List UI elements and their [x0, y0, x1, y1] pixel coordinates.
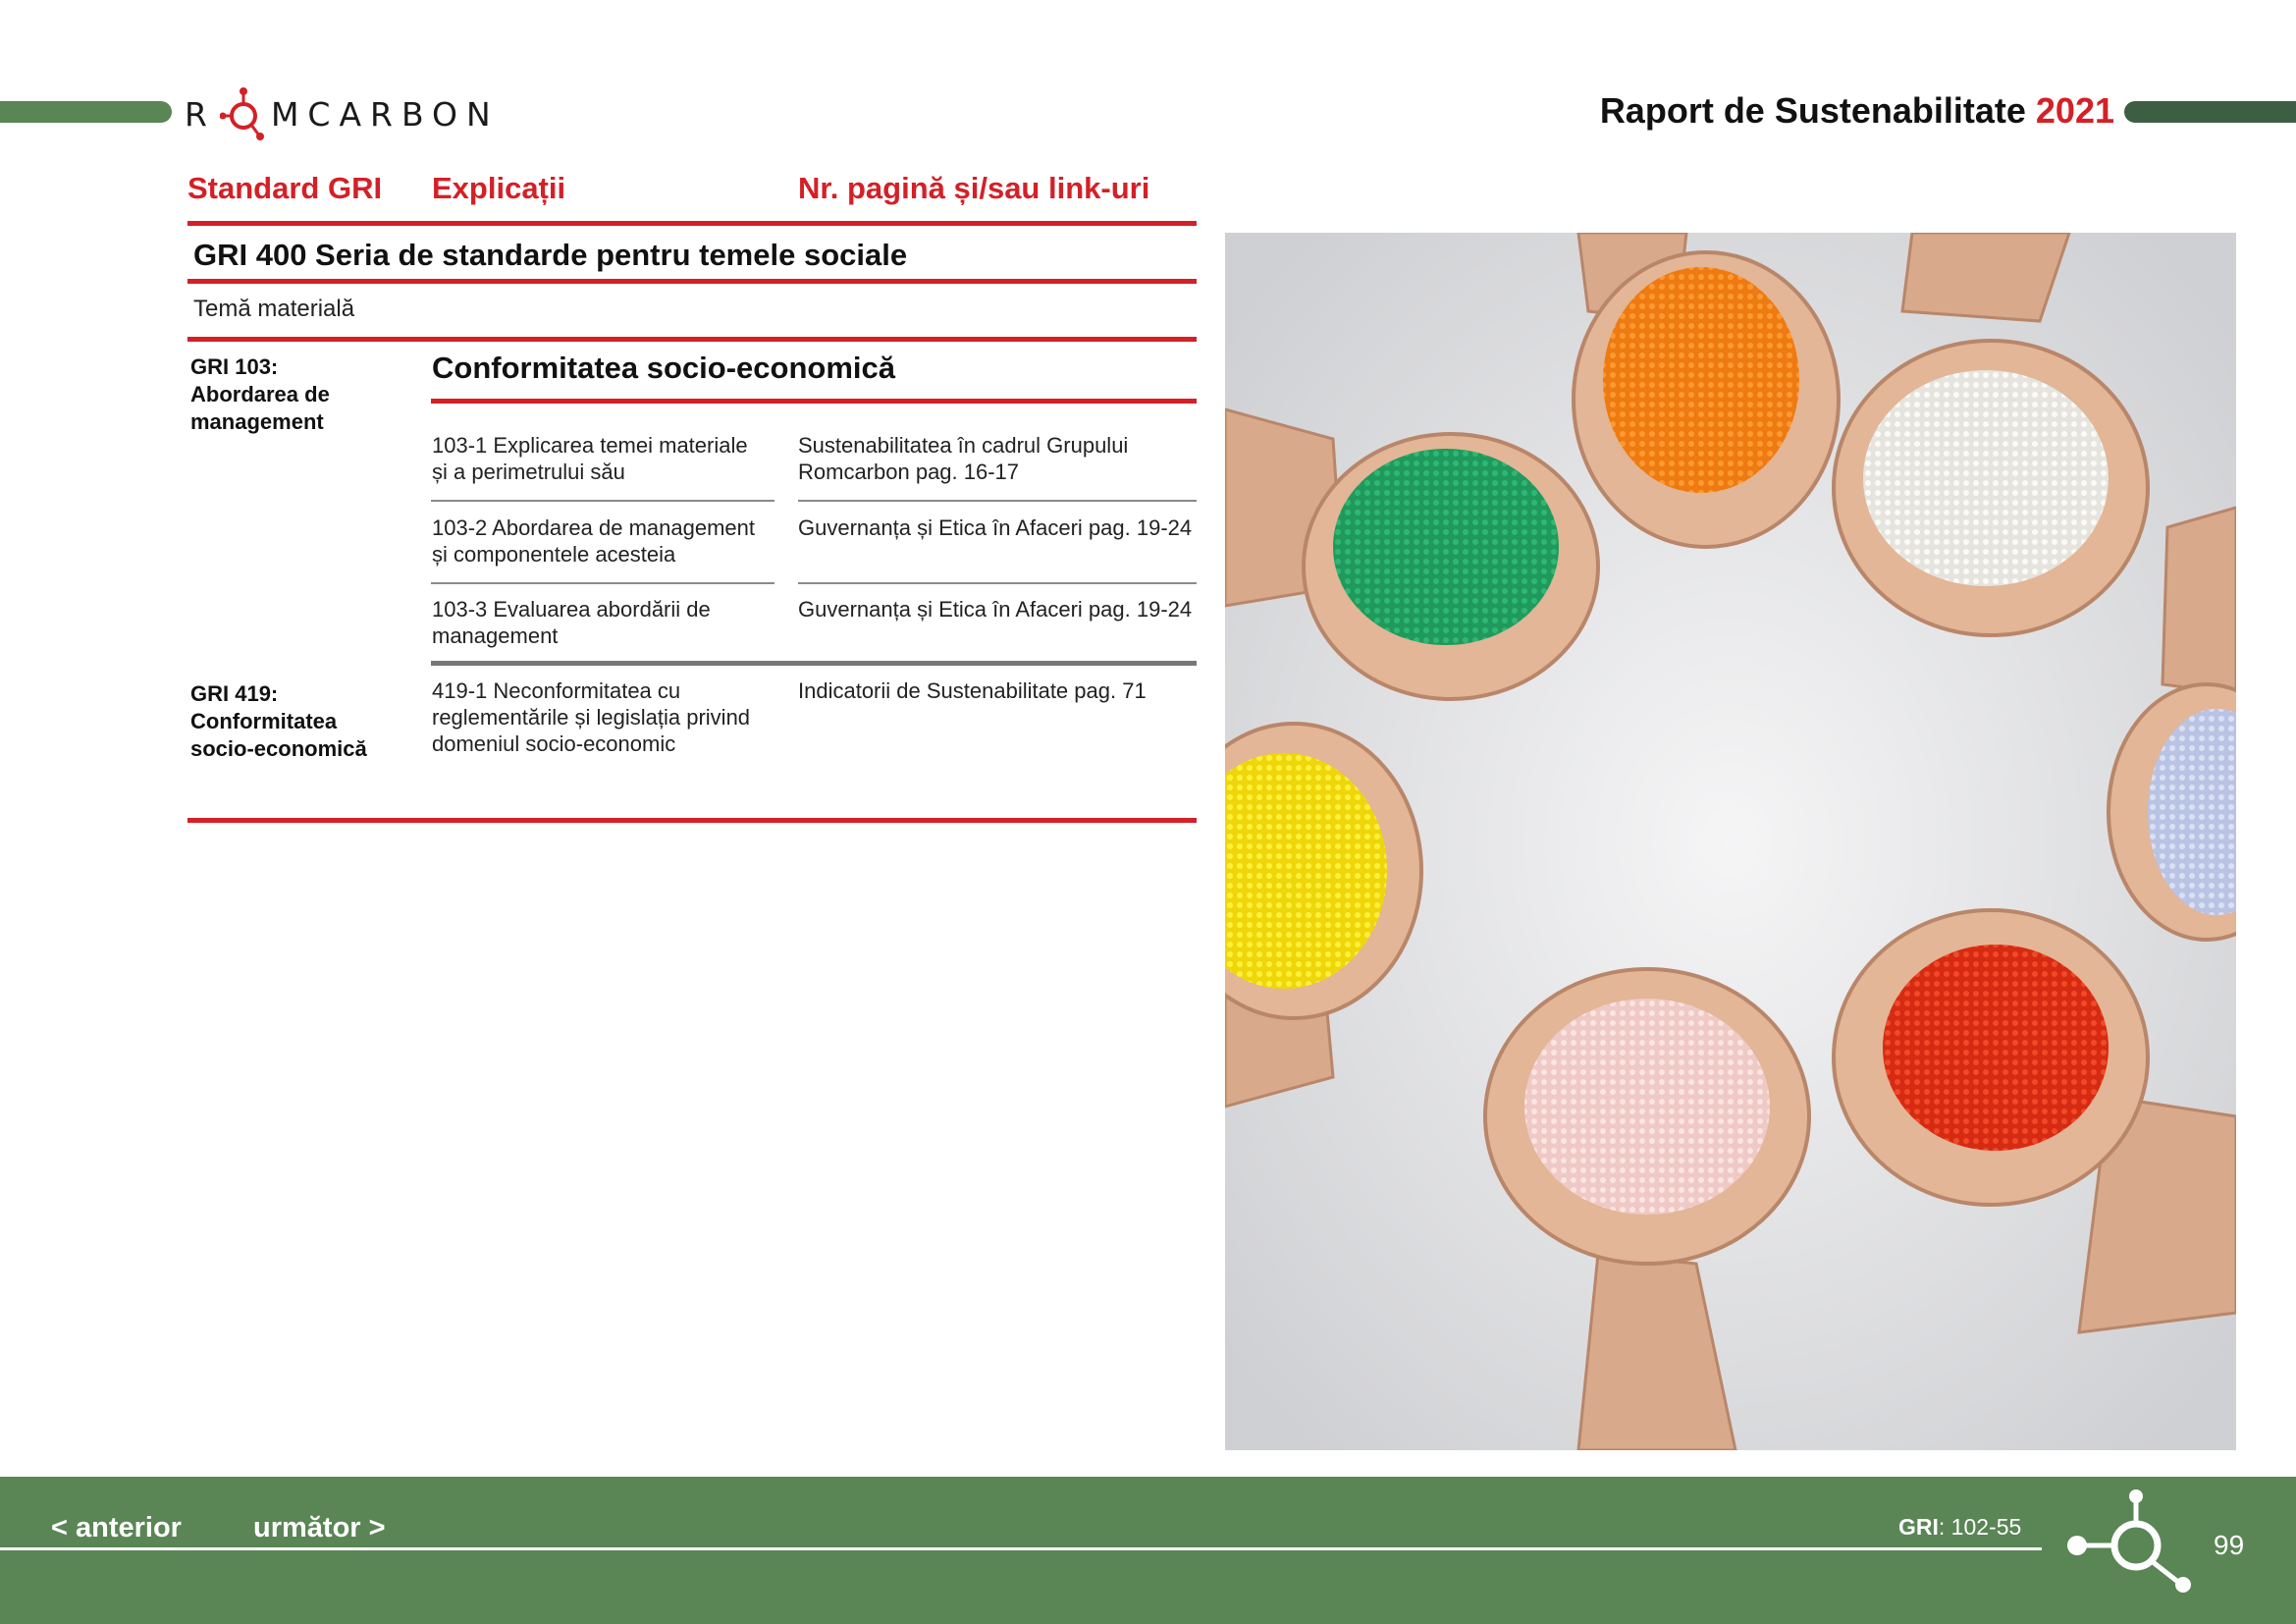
col-heading-pagini: Nr. pagină și/sau link-uri	[798, 171, 1150, 205]
reference-line[interactable]: Guvernanța și Etica în Afaceri pag. 19-24	[798, 597, 1193, 622]
row-divider	[798, 500, 1197, 502]
gri-419-label	[190, 680, 406, 763]
explanation-419-1	[432, 677, 785, 757]
gri-footer-value: : 102-55	[1938, 1514, 2022, 1540]
romcarbon-logo	[185, 86, 500, 141]
explanation-line: domeniul socio-economic	[432, 731, 676, 756]
explanation-line: și a perimetrului său	[432, 460, 625, 484]
explanation-103-3	[432, 596, 785, 649]
reference-103-2[interactable]	[798, 514, 1201, 541]
prev-page-link[interactable]: < anterior	[51, 1512, 182, 1543]
row-divider	[431, 500, 774, 502]
reference-103-1[interactable]	[798, 432, 1201, 485]
footer-bar	[0, 1477, 2296, 1624]
divider	[187, 337, 1197, 342]
explanation-line: management	[432, 623, 559, 648]
col-heading-explicatii: Explicații	[432, 171, 566, 205]
gri-footer-label: GRI	[1898, 1514, 1939, 1540]
row-divider	[431, 582, 774, 584]
explanation-line: și componentele acesteia	[432, 542, 676, 567]
page-number: 99	[2214, 1530, 2245, 1560]
explanation-line: 103-1 Explicarea temei materiale	[432, 433, 748, 458]
gri-103-label-line: management	[190, 409, 324, 434]
header-bar-left	[0, 101, 172, 123]
divider	[187, 279, 1197, 284]
section-title: GRI 400 Seria de standarde pentru temele sociale	[193, 238, 908, 272]
explanation-103-1	[432, 432, 785, 485]
gri-footer-ref	[1898, 1514, 2021, 1541]
gri-103-label	[190, 353, 406, 436]
explanation-103-2	[432, 514, 785, 568]
divider	[187, 221, 1197, 226]
logo-text-left: R	[185, 94, 216, 134]
gri-103-label-line: GRI 103:	[190, 354, 279, 379]
reference-419-1[interactable]	[798, 677, 1201, 704]
molecule-icon	[2059, 1487, 2207, 1595]
explanation-line: 419-1 Neconformitatea cu	[432, 678, 681, 703]
col-heading-standard: Standard GRI	[187, 171, 383, 205]
gri-419-label-line: Conformitatea	[190, 709, 338, 733]
divider	[187, 818, 1197, 823]
explanation-line: 103-2 Abordarea de management	[432, 515, 756, 540]
explanation-line: reglementările și legislația privind	[432, 705, 751, 730]
header-bar-right	[2124, 101, 2296, 123]
reference-line[interactable]: Indicatorii de Sustenabilitate pag. 71	[798, 678, 1147, 703]
divider	[431, 399, 1197, 404]
hands-granules-photo	[1225, 233, 2236, 1450]
report-title-text: Raport de Sustenabilitate	[1599, 90, 2026, 131]
report-title	[1600, 90, 2114, 132]
tema-materiala: Temă materială	[193, 296, 355, 322]
gri-103-label-line: Abordarea de	[190, 382, 330, 406]
report-year: 2021	[2035, 90, 2114, 131]
reference-103-3[interactable]	[798, 596, 1201, 623]
gri-419-label-line: socio-economică	[190, 736, 367, 761]
footer-line	[0, 1547, 2042, 1550]
photo-illustration	[1225, 233, 2236, 1450]
row-divider	[798, 582, 1197, 584]
gri-419-label-line: GRI 419:	[190, 681, 279, 706]
reference-line[interactable]: Guvernanța și Etica în Afaceri pag. 19-24	[798, 515, 1193, 540]
reference-line[interactable]: Sustenabilitatea în cadrul Grupului	[798, 433, 1129, 458]
reference-line[interactable]: Romcarbon pag. 16-17	[798, 460, 1020, 484]
next-page-link[interactable]: următor >	[253, 1512, 386, 1543]
row-divider	[431, 661, 1197, 666]
logo-text-right: MCARBON	[270, 94, 500, 134]
molecule-o-icon	[220, 86, 267, 141]
explanation-line: 103-3 Evaluarea abordării de	[432, 597, 711, 622]
topic-title: Conformitatea socio-economică	[432, 351, 895, 385]
